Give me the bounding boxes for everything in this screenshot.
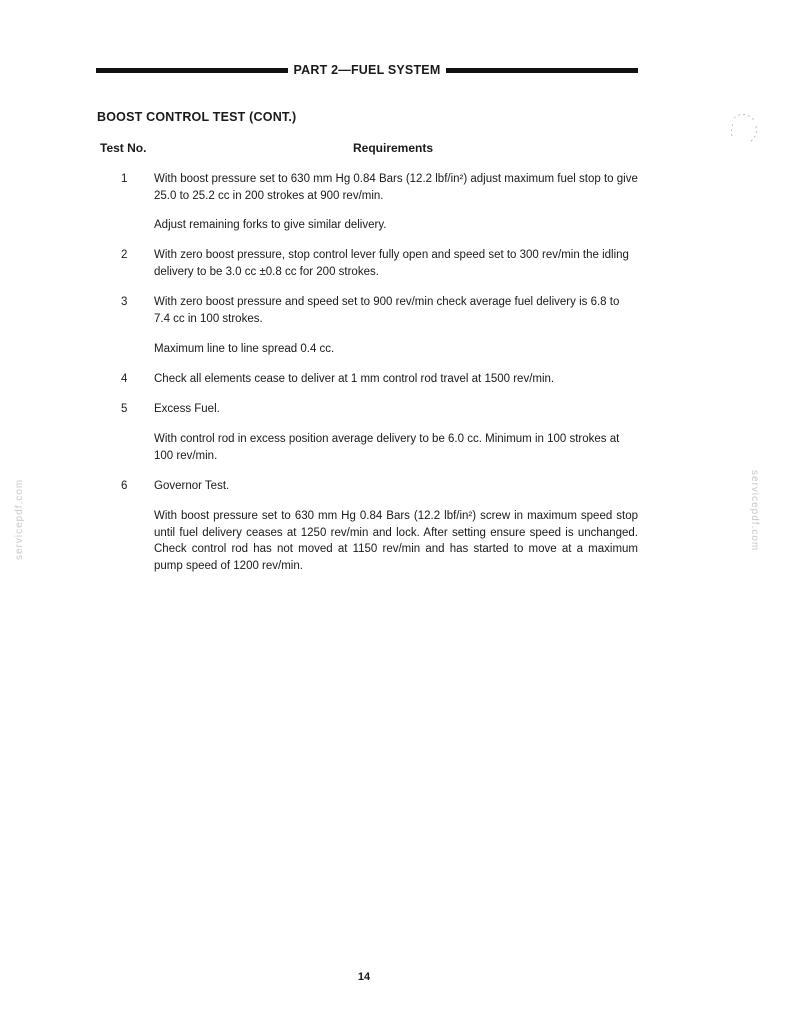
test-requirement: Governor Test. bbox=[154, 480, 230, 492]
test-number: 3 bbox=[121, 296, 128, 308]
test-requirement: Check all elements cease to deliver at 1 mm control rod travel at 1500 rev/min. bbox=[154, 373, 555, 385]
punch-hole-mark bbox=[726, 112, 762, 146]
column-heading-requirements: Requirements bbox=[353, 141, 434, 155]
test-requirement: With zero boost pressure, stop control lever fully open and speed set to 300 rev/min the idling delivery to be 3.0 cc ±0.8 cc for 200 strokes. bbox=[154, 249, 629, 278]
test-item-3-note: Maximum line to line spread 0.4 cc. bbox=[154, 343, 335, 355]
test-item-6-detail: With boost pressure set to 630 mm Hg 0.84 Bars (12.2 lbf/in²) screw in maximum speed stop until fuel delivery ceases at 1250 rev/min and lock. After setting ensure speed is unchanged. Check control rod has not moved at 1150 rev/min and has started to move at a maximum pump speed of 1200 rev/min. bbox=[154, 510, 638, 572]
test-number: 5 bbox=[121, 403, 128, 415]
section-title: BOOST CONTROL TEST (CONT.) bbox=[97, 110, 297, 124]
test-item-1-note: Adjust remaining forks to give similar delivery. bbox=[154, 219, 387, 231]
watermark-right: servicepdf.com bbox=[749, 470, 760, 552]
column-heading-test-no: Test No. bbox=[100, 141, 147, 155]
test-requirement: With zero boost pressure and speed set to 900 rev/min check average fuel delivery is 6.8 to 7.4 cc in 100 strokes. bbox=[154, 296, 620, 325]
watermark-left: servicepdf.com bbox=[14, 478, 25, 560]
header-rule-left bbox=[96, 68, 288, 73]
running-header bbox=[96, 60, 638, 80]
test-requirement: With boost pressure set to 630 mm Hg 0.84 Bars (12.2 lbf/in²) adjust maximum fuel stop to give 25.0 to 25.2 cc in 200 strokes at 900 rev/min. bbox=[154, 173, 638, 202]
test-number: 1 bbox=[121, 173, 128, 185]
header-rule-right bbox=[446, 68, 638, 73]
test-requirement: Excess Fuel. bbox=[154, 403, 220, 415]
header-title: PART 2—FUEL SYSTEM bbox=[293, 63, 441, 77]
test-number: 4 bbox=[121, 373, 128, 385]
test-number: 2 bbox=[121, 249, 128, 261]
test-number: 6 bbox=[121, 480, 128, 492]
page-number: 14 bbox=[357, 971, 371, 983]
test-item-5-detail: With control rod in excess position average delivery to be 6.0 cc. Minimum in 100 strokes at 100 rev/min. bbox=[154, 433, 620, 462]
